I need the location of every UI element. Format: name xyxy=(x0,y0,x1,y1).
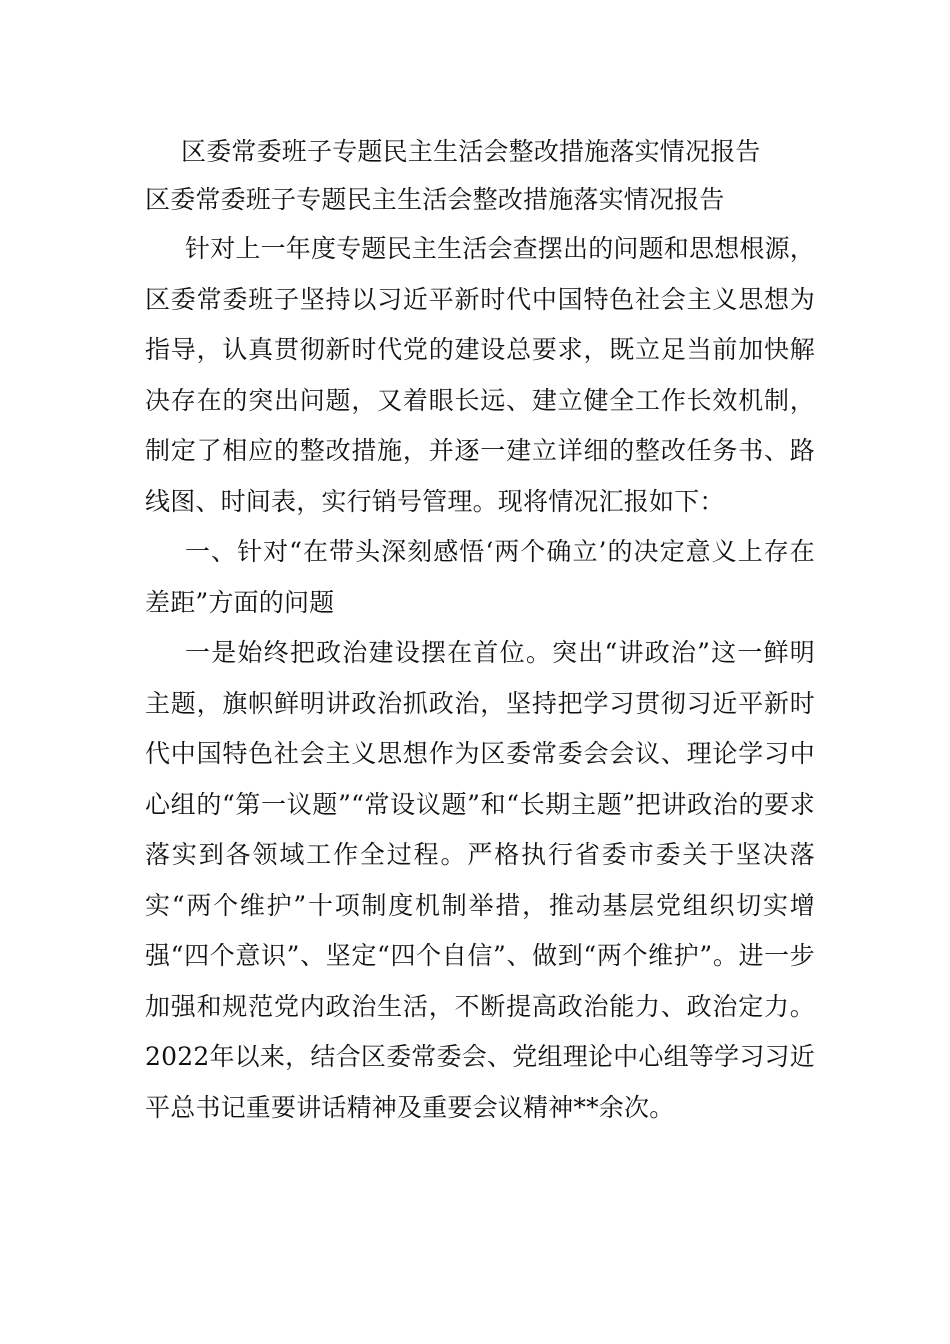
document-title: 区委常委班子专题民主生活会整改措施落实情况报告 xyxy=(181,137,761,166)
section-heading-1: 一、针对“在带头深刻感悟‘两个确立’的决定意义上存在差距”方面的问题 xyxy=(145,537,815,617)
document-body xyxy=(145,128,815,1133)
document-title-repeat: 区委常委班子专题民主生活会整改措施落实情况报告 xyxy=(145,185,725,214)
intro-paragraph: 针对上一年度专题民主生活会查摆出的问题和思想根源，区委常委班子坚持以习近平新时代中国特色社会主义思想为指导，认真贯彻新时代党的建设总要求，既立足当前加快解决存在的突出问题，又着眼长远、建立健全工作长效机制，制定了相应的整改措施，并逐一建立详细的整改任务书、路线图、时间表，实行销号管理。现将情况汇报如下： xyxy=(145,234,816,516)
body-paragraph-1: 一是始终把政治建设摆在首位。突出“讲政治”这一鲜明主题，旗帜鲜明讲政治抓政治，坚持把学习贯彻习近平新时代中国特色社会主义思想作为区委常委会会议、理论学习中心组的“第一议题”“常设议题”和“长期主题”把讲政治的要求落实到各领域工作全过程。严格执行省委市委关于坚决落实“两个维护”十项制度机制举措，推动基层党组织切实增强“四个意识”、坚定“四个自信”、做到“两个维护”。进一步加强和规范党内政治生活，不断提高政治能力、政治定力。2022年以来，结合区委常委会、党组理论中心组等学习习近平总书记重要讲话精神及重要会议精神**余次。 xyxy=(145,638,815,1122)
